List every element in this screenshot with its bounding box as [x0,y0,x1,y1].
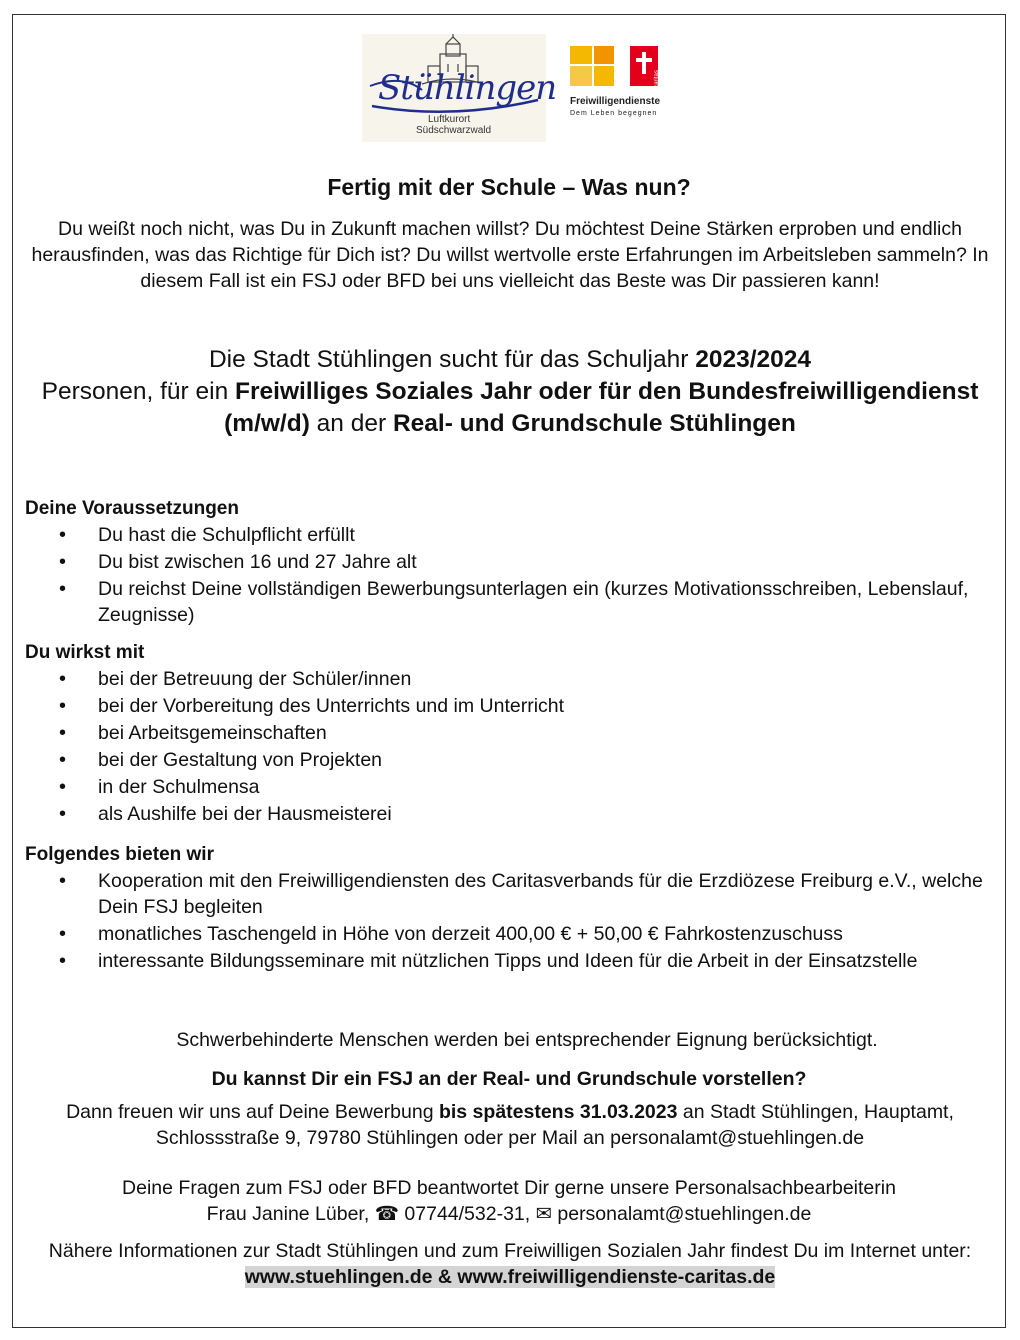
stuehlingen-logo [362,34,557,142]
intro-text: Du weißt noch nicht, was Du in Zukunft machen willst? Du möchtest Deine Stärken erproben und endlich herausfinden, was das Richtige für Dich ist? Du willst wertvolle erste Erfahrungen im Arbeitsleben sammeln? In diesem Fall ist ein FSJ oder BFD bei uns vielleicht das Beste was Dir passieren kann! [31,218,989,292]
caritas-line-1: Freiwilligendienste [570,96,661,107]
apply-deadline: bis spätestens 31.03.2023 [438,1101,678,1123]
list-item: • in der Schulmensa [25,774,995,800]
contact-line-2 [12,1201,1006,1227]
lead-text [40,344,980,440]
question-heading: Du kannst Dir ein FSJ an der Real- und Grundschule vorstellen? [211,1068,807,1090]
section-requirements [25,496,995,629]
section-title: Du wirkst mit [25,642,145,663]
phone-icon: ☎ [374,1203,399,1225]
page-title: Fertig mit der Schule – Was nun? [327,174,691,200]
caritas-badge-text: caritas [654,70,660,88]
stuehlingen-tagline-2: Südschwarzwald [416,125,492,136]
list-item: • Du hast die Schulpflicht erfüllt [25,522,995,548]
info-text [40,1238,980,1290]
lead-year: 2023/2024 [695,346,812,373]
lead-program: Freiwilliges Soziales Jahr oder für den Bundesfreiwilligendienst (m/w/d) [224,378,979,437]
info-part-1: Nähere Informationen zur Stadt Stühlingen und zum Freiwilligen Sozialen Jahr findest Du im Internet unter: [48,1240,972,1262]
lead-part-3: an der [309,410,393,437]
section-tasks [25,640,995,828]
contact-text [12,1175,1006,1227]
list-item: • Du reichst Deine vollständigen Bewerbungsunterlagen ein (kurzes Motivationsschreiben, Lebenslauf, Zeugnisse) [25,576,995,628]
tasks-list [25,666,995,827]
list-item: • bei der Gestaltung von Projekten [25,747,995,773]
contact-phone: 07744/532-31, [404,1203,531,1225]
lead-part-2: Personen, für ein [41,378,236,405]
contact-name: Frau Janine Lüber, [206,1203,370,1225]
caritas-mark-icon [570,46,682,100]
list-item: • Kooperation mit den Freiwilligendiensten des Caritasverbands für die Erzdiözese Freiburg e.V., welche Dein FSJ begleiten [25,868,995,920]
list-item: • Du bist zwischen 16 und 27 Jahre alt [25,549,995,575]
contact-mail[interactable]: personalamt@stuehlingen.de [557,1203,812,1225]
mail-icon: ✉ [535,1203,552,1225]
apply-part-2: an Stadt Stühlingen, Hauptamt, Schlossstraße 9, 79780 Stühlingen oder per Mail an personalamt@stuehlingen.de [155,1101,954,1149]
caritas-logo [570,46,682,130]
apply-text [40,1099,980,1151]
section-offers [25,842,995,975]
section-title: Deine Voraussetzungen [25,498,239,519]
info-links[interactable]: www.stuehlingen.de & www.freiwilligendienste-caritas.de [244,1266,776,1288]
contact-line-1: Deine Fragen zum FSJ oder BFD beantwortet Dir gerne unsere Personalsachbearbeiterin [122,1177,896,1199]
list-item: • bei der Vorbereitung des Unterrichts und im Unterricht [25,693,995,719]
list-item: • monatliches Taschengeld in Höhe von derzeit 400,00 € + 50,00 € Fahrkostenzuschuss [25,921,995,947]
list-item: • interessante Bildungsseminare mit nützlichen Tipps und Ideen für die Arbeit in der Einsatzstelle [25,948,995,974]
lead-school: Real- und Grundschule Stühlingen [392,410,796,437]
logo-area [362,34,682,142]
offers-list [25,868,995,974]
section-title: Folgendes bieten wir [25,844,214,865]
lead-part-1: Die Stadt Stühlingen sucht für das Schuljahr [208,346,696,373]
list-item: • bei Arbeitsgemeinschaften [25,720,995,746]
disability-note: Schwerbehinderte Menschen werden bei entsprechender Eignung berücksichtigt. [176,1029,878,1051]
requirements-list [25,522,995,628]
list-item: • als Aushilfe bei der Hausmeisterei [25,801,995,827]
caritas-line-2: Dem Leben begegnen [570,110,658,117]
stuehlingen-tagline-1: Luftkurort [428,114,471,125]
list-item: • bei der Betreuung der Schüler/innen [25,666,995,692]
apply-part-1: Dann freuen wir uns auf Deine Bewerbung [66,1101,439,1123]
stuehlingen-script: Stühlingen [378,68,557,108]
